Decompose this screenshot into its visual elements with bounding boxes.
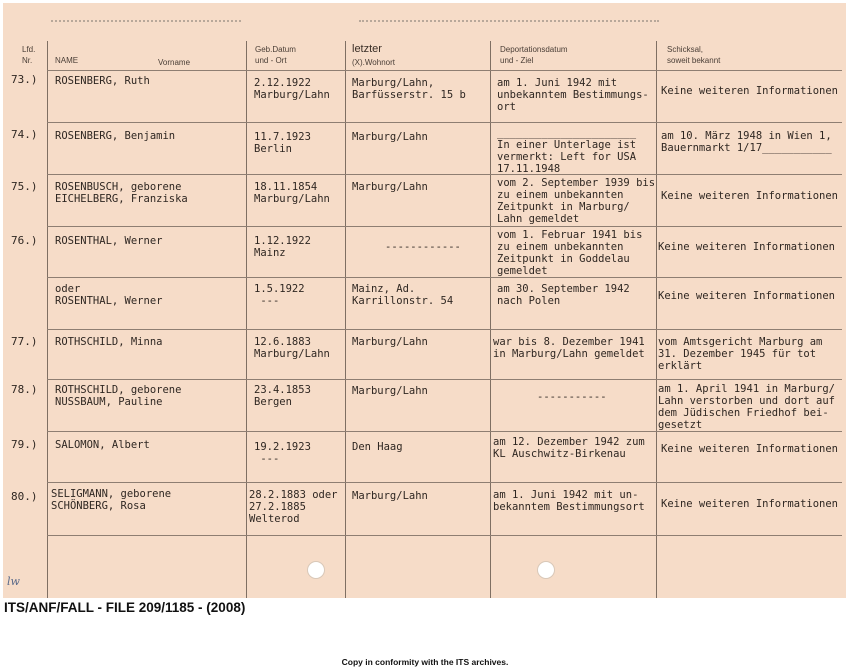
fate-info: Keine weiteren Informationen bbox=[658, 290, 836, 302]
header-deportationsdatum: Deportationsdatum bbox=[500, 45, 568, 54]
birth-date-place: 18.11.1854 Marburg/Lahn bbox=[254, 181, 330, 205]
file-reference: ITS/ANF/FALL - FILE 209/1185 - (2008) bbox=[4, 600, 246, 615]
birth-date-place: 19.2.1923 --- bbox=[254, 441, 311, 465]
row-number: 79.) bbox=[11, 438, 38, 451]
header-ziel: und - Ziel bbox=[500, 56, 534, 65]
handwritten-initials: lw bbox=[7, 575, 20, 588]
deportation-info: am 1. Juni 1942 mit unbekanntem Bestimmungs- ort bbox=[497, 77, 649, 113]
punch-hole bbox=[307, 561, 325, 579]
person-name: SELIGMANN, geborene SCHÖNBERG, Rosa bbox=[51, 488, 172, 512]
dotted-line-left bbox=[51, 20, 241, 22]
row-rule bbox=[47, 226, 842, 227]
header-schicksal: Schicksal, bbox=[667, 45, 704, 54]
row-number: 76.) bbox=[11, 234, 38, 247]
person-name: ROTHSCHILD, Minna bbox=[55, 336, 163, 348]
fate-info: Keine weiteren Informationen bbox=[661, 443, 839, 455]
birth-date-place: 1.5.1922 --- bbox=[254, 283, 305, 307]
header-lfd: Lfd. bbox=[22, 45, 36, 54]
last-residence: Marburg/Lahn bbox=[352, 336, 428, 348]
row-rule bbox=[47, 535, 842, 536]
person-name: ROSENTHAL, Werner bbox=[55, 235, 163, 247]
birth-date-place: 23.4.1853 Bergen bbox=[254, 384, 311, 408]
header-geb-ort: und - Ort bbox=[255, 56, 287, 65]
person-name: ROTHSCHILD, geborene NUSSBAUM, Pauline bbox=[55, 384, 182, 408]
column-rule bbox=[246, 41, 247, 598]
deportation-info: ______________________ In einer Unterlage ist vermerkt: Left for USA 17.11.1948 bbox=[497, 127, 637, 175]
row-number: 75.) bbox=[11, 180, 38, 193]
archive-conformity-note: Copy in conformity with the ITS archives. bbox=[341, 657, 509, 667]
deportation-info: vom 2. September 1939 bis zu einem unbekannten Zeitpunkt in Marburg/ Lahn gemeldet bbox=[497, 177, 656, 225]
last-residence: Marburg/Lahn bbox=[352, 490, 428, 502]
person-name: ROSENBERG, Ruth bbox=[55, 75, 150, 87]
row-number: 77.) bbox=[11, 335, 38, 348]
deportation-info: am 1. Juni 1942 mit un- bekanntem Bestimmungsort bbox=[493, 489, 645, 513]
column-rule bbox=[656, 41, 657, 598]
row-rule bbox=[47, 329, 842, 330]
header-wohnort: (X).Wohnort bbox=[352, 58, 395, 67]
last-residence: Den Haag bbox=[352, 441, 403, 453]
person-name: ROSENBERG, Benjamin bbox=[55, 130, 176, 142]
row-number: 80.) bbox=[11, 490, 38, 503]
deportation-info: ----------- bbox=[537, 391, 607, 403]
birth-date-place: 28.2.1883 oder 27.2.1885 Welterod bbox=[249, 489, 338, 525]
column-rule bbox=[490, 41, 491, 598]
birth-date-place: 11.7.1923 Berlin bbox=[254, 131, 311, 155]
last-residence: ------------ bbox=[385, 241, 461, 253]
deportation-info: am 30. September 1942 nach Polen bbox=[497, 283, 630, 307]
dotted-line-right bbox=[359, 20, 659, 22]
document-card bbox=[3, 3, 846, 598]
header-nr: Nr. bbox=[22, 56, 33, 65]
header-vorname: Vorname bbox=[158, 58, 191, 67]
birth-date-place: 12.6.1883 Marburg/Lahn bbox=[254, 336, 330, 360]
last-residence: Marburg/Lahn, Barfüsserstr. 15 b bbox=[352, 77, 466, 101]
header-geb-datum: Geb.Datum bbox=[255, 45, 296, 54]
fate-info: Keine weiteren Informationen bbox=[661, 85, 839, 97]
birth-date-place: 1.12.1922 Mainz bbox=[254, 235, 311, 259]
fate-info: Keine weiteren Informationen bbox=[658, 241, 836, 253]
last-residence: Marburg/Lahn bbox=[352, 385, 428, 397]
column-rule bbox=[47, 41, 48, 598]
row-number: 78.) bbox=[11, 383, 38, 396]
birth-date-place: 2.12.1922 Marburg/Lahn bbox=[254, 77, 330, 101]
row-rule bbox=[47, 482, 842, 483]
deportation-info: vom 1. Februar 1941 bis zu einem unbekannten Zeitpunkt in Goddelau gemeldet bbox=[497, 229, 643, 277]
row-rule bbox=[47, 379, 842, 380]
row-rule bbox=[47, 122, 842, 123]
last-residence: Marburg/Lahn bbox=[352, 131, 428, 143]
row-number: 74.) bbox=[11, 128, 38, 141]
row-rule bbox=[47, 277, 842, 278]
fate-info: Keine weiteren Informationen bbox=[661, 498, 839, 510]
header-rule bbox=[47, 70, 842, 71]
person-name: ROSENBUSCH, geborene EICHELBERG, Franziska bbox=[55, 181, 188, 205]
column-rule bbox=[345, 41, 346, 598]
header-soweit-bekannt: soweit bekannt bbox=[667, 56, 721, 65]
last-residence: Marburg/Lahn bbox=[352, 181, 428, 193]
header-letzter: letzter bbox=[352, 43, 382, 55]
person-name: oder ROSENTHAL, Werner bbox=[55, 283, 163, 307]
deportation-info: am 12. Dezember 1942 zum KL Auschwitz-Birkenau bbox=[493, 436, 645, 460]
punch-hole bbox=[537, 561, 555, 579]
fate-info: am 10. März 1948 in Wien 1, Bauernmarkt 1/17___________ bbox=[661, 130, 832, 154]
deportation-info: war bis 8. Dezember 1941 in Marburg/Lahn gemeldet bbox=[493, 336, 645, 360]
fate-info: Keine weiteren Informationen bbox=[661, 190, 839, 202]
row-rule bbox=[47, 174, 842, 175]
row-rule bbox=[47, 431, 842, 432]
row-number: 73.) bbox=[11, 73, 38, 86]
fate-info: am 1. April 1941 in Marburg/ Lahn verstorben und dort auf dem Jüdischen Friedhof bei- gesetzt bbox=[658, 383, 836, 431]
last-residence: Mainz, Ad. Karrillonstr. 54 bbox=[352, 283, 454, 307]
header-name: NAME bbox=[55, 56, 79, 65]
person-name: SALOMON, Albert bbox=[55, 439, 150, 451]
fate-info: vom Amtsgericht Marburg am 31. Dezember 1945 für tot erklärt bbox=[658, 336, 823, 372]
